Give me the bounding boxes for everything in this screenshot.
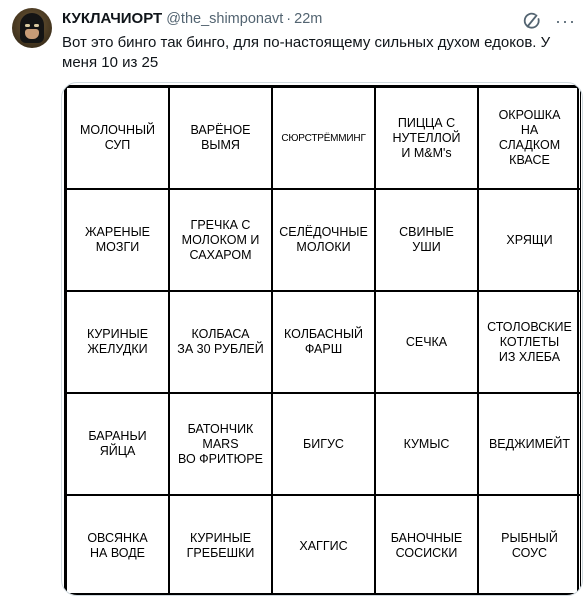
bingo-cell: БАНОЧНЫЕ СОСИСКИ	[375, 495, 478, 596]
bingo-cell: ВЕДЖИМЕЙТ	[478, 393, 581, 495]
grok-icon[interactable]	[521, 10, 543, 32]
bingo-cell: БИГУС	[272, 393, 375, 495]
avatar-eye-right	[34, 24, 39, 27]
separator-dot: ·	[286, 11, 292, 27]
bingo-cell: МОЛОЧНЫЙ СУП	[66, 87, 169, 189]
bingo-cell: РЫБНЫЙ СОУС	[478, 495, 581, 596]
bingo-cell: ХРЯЩИ	[478, 189, 581, 291]
bingo-cell: ПИЦЦА С НУТЕЛЛОЙ И M&M's	[375, 87, 478, 189]
bingo-cell: СЕЧКА	[375, 291, 478, 393]
bingo-cell: ОКРОШКА НА СЛАДКОМ КВАСЕ	[478, 87, 581, 189]
bingo-cell: СТОЛОВСКИЕ КОТЛЕТЫ ИЗ ХЛЕБА	[478, 291, 581, 393]
avatar-face	[25, 29, 39, 39]
author-name[interactable]: КУКЛАЧИОРТ	[62, 10, 163, 27]
bingo-cell: СВИНЫЕ УШИ	[375, 189, 478, 291]
bingo-cell: СЕЛЁДОЧНЫЕ МОЛОКИ	[272, 189, 375, 291]
bingo-cell: КУМЫС	[375, 393, 478, 495]
author-handle[interactable]: @the_shimponavt	[166, 11, 284, 27]
tweet-media-image[interactable]	[61, 82, 583, 596]
bingo-cell: КОЛБАСНЫЙ ФАРШ	[272, 291, 375, 393]
bingo-cell: ХАГГИС	[272, 495, 375, 596]
tweet-text: Вот это бинго так бинго, для по-настоящему сильных духом едоков. У меня 10 из 25	[62, 34, 551, 71]
bingo-cell: КОЛБАСА ЗА 30 РУБЛЕЙ	[169, 291, 272, 393]
bingo-cell: ВАРЁНОЕ ВЫМЯ	[169, 87, 272, 189]
bingo-cell: КУРИНЫЕ ЖЕЛУДКИ	[66, 291, 169, 393]
bingo-cell: ГРЕЧКА С МОЛОКОМ И САХАРОМ	[169, 189, 272, 291]
bingo-cell: КУРИНЫЕ ГРЕБЕШКИ	[169, 495, 272, 596]
bingo-cell: ЖАРЕНЫЕ МОЗГИ	[66, 189, 169, 291]
bingo-grid	[64, 85, 579, 595]
tweet-actions	[521, 10, 576, 32]
bingo-cell: СЮРСТРЁММИНГ	[272, 87, 375, 189]
more-options-icon[interactable]: ···	[555, 11, 576, 31]
timestamp[interactable]: 22m	[294, 11, 323, 27]
bingo-cell: БАРАНЬИ ЯЙЦА	[66, 393, 169, 495]
bingo-cell: БАТОНЧИК MARS ВО ФРИТЮРЕ	[169, 393, 272, 495]
tweet-header	[62, 10, 322, 30]
avatar[interactable]	[12, 8, 52, 48]
bingo-cell: ОВСЯНКА НА ВОДЕ	[66, 495, 169, 596]
avatar-eye-left	[25, 24, 30, 27]
